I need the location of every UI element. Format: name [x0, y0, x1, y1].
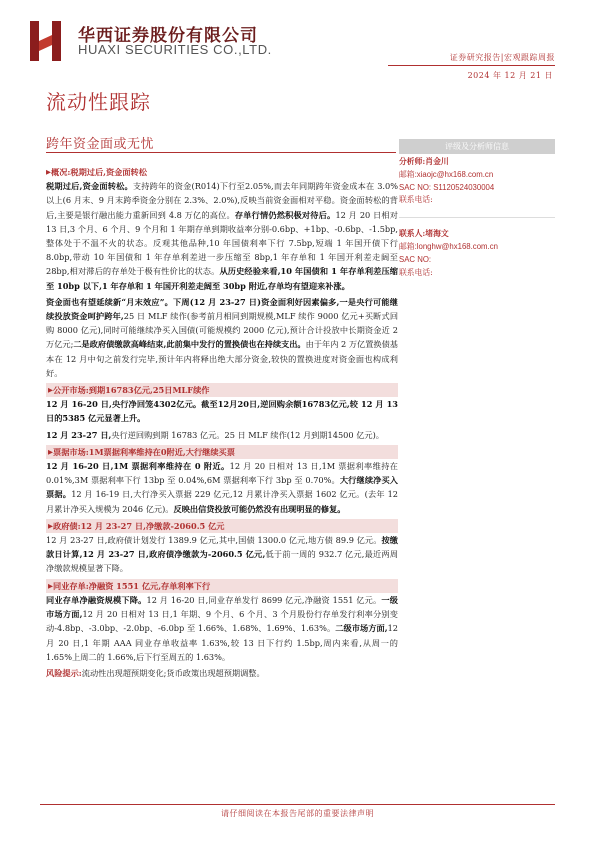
- contact-email[interactable]: longhw@hx168.com.cn: [416, 241, 498, 251]
- overview-paragraph-2: [46, 295, 398, 380]
- text: 12 月 23-27 日,政府债计划发行 1389.9 亿元,其中,国债 1300.0 亿元,地方债 89.9 亿元。: [46, 535, 382, 546]
- footer-divider: [40, 804, 555, 805]
- bold-lead: 12 月 23-27 日,: [46, 429, 112, 440]
- header-divider: [388, 65, 555, 66]
- text: 央行逆回购到期 16783 亿元。25 日 MLF 续作(12 月到期14500 亿元)。: [111, 429, 384, 440]
- section-heading-ncd: ▶ 同业存单:净融资 1551 亿元,存单利率下行: [46, 579, 398, 593]
- page-title: 流动性跟踪: [46, 90, 151, 114]
- bold-lead: 同业存单净融资规模下降。: [46, 594, 147, 605]
- text: 12 月 16-20 日,央行净回笼4302亿元。截至12月20日,逆回购余额16783亿元,较 12 月 13 日的5385 亿元显著上升。: [46, 399, 398, 424]
- contact-phone: 联系电话:: [399, 267, 433, 277]
- risk-label: 风险提示:: [46, 667, 82, 678]
- risk-warning: [46, 666, 398, 680]
- bold-text: 大行继续净买入票据。: [46, 475, 398, 500]
- section-heading-gov-bonds: ▶ 政府债:12 月 23-27 日,净缴款-2060.5 亿元: [46, 519, 398, 533]
- text: 12 月 20 日,1 年期 AAA 同业存单收益率 1.63%,较 13 日下行约 1.5bp,周内来看,从周一的 1.65%上周二的 1.66%,后下行至周五的 1.63%。: [46, 623, 398, 662]
- bold-lead: 12 月 16-20 日,1M 票据利率维持在 0 附近。: [46, 461, 230, 472]
- sidebar-divider: [399, 217, 555, 218]
- text: 12 月 20 日相对 13 日,3 个月、6 个月、9 个月和 1 年期存单到期收益率分别-0.6bp、+1bp、-0.6bp、-1.5bp,整体处于不温不火的状态。反观其他品种,10 年国债利率下行 7.5bp,短端 1 年国开债下行 8.0bp,带动 10 年国债和 1 年存单利差进一步压缩至 8bp,1 年存单和 1 年国开利差走阔至 28bp,相对滞后的存单处于极有性价比的状态。: [46, 209, 398, 277]
- open-market-paragraph-2: [46, 428, 398, 442]
- contact-email-row: [399, 241, 555, 254]
- sidebar-heading: 评级及分析师信息: [399, 139, 555, 154]
- section-heading-bills: ▶ 票据市场:1M票据利率维持在0附近,大行继续买票: [46, 445, 398, 459]
- bold-text: 按缴款日计算,12 月 23-27 日,政府债净缴款为-2060.5 亿元,: [46, 535, 398, 560]
- text: 由于年内 2 万亿置换债基本在 12 月中旬之前发行完毕,预计年内将释出绝大部分资金,较快的置换进度对资金面也构成利好。: [46, 339, 398, 378]
- analyst-email[interactable]: xiaojc@hx168.com.cn: [416, 169, 494, 179]
- report-type: 证券研究报告|宏观跟踪周报: [449, 53, 555, 62]
- contact-name: 联系人:堵海文: [399, 229, 449, 239]
- ncd-paragraph: [46, 593, 398, 664]
- email-label: 邮箱:: [399, 241, 417, 251]
- text: 支持跨年的资金(R014)下行至2.05%,而去年同期跨年资金成本在 3.0%以上(6 月末、9 月末跨季资金分别在 2.3%、2.0%),反映当前资金面相对平稳。资金面转松的背后,主要是银行融出能力重新回到 4.8 万亿的高位。: [46, 181, 398, 220]
- section-heading-overview: ▶ 概况:税期过后,资金面转松: [46, 165, 398, 179]
- bold-lead: 税期过后,资金面转松。: [46, 181, 133, 192]
- bold-text: 存单行情仍然积极对待后。: [234, 209, 336, 220]
- bold-text: 从历史经验来看,10 年国债和 1 年存单利差压缩至 10bp 以下,1 年存单和 1 年国开利差走阔至 30bp 附近,存单均有望迎来补涨。: [46, 266, 398, 291]
- subtitle-divider: [46, 152, 396, 153]
- bold-lead: 资金面也有望延续新“月末效应”。下周(12 月 23-27 日)资金面利好因素偏多,一是央行可能继续投放资金呵护跨年,: [46, 296, 398, 322]
- gov-bonds-paragraph: [46, 533, 398, 576]
- risk-text: 流动性出现超预期变化;货币政策出现超预期调整。: [81, 667, 265, 678]
- bills-paragraph: [46, 459, 398, 516]
- bold-text: 一级市场方面,: [46, 594, 398, 620]
- section-heading-open-market: ▶ 公开市场:到期16783亿元,25日MLF续作: [46, 383, 398, 397]
- text: 低于前一周的 932.7 亿元,最近两周净缴款规模显著下降。: [46, 549, 398, 574]
- text: 12 月 16-20 日,同业存单发行 8699 亿元,净融资 1551 亿元。: [146, 594, 382, 605]
- text: 12 月 16-19 日,大行净买入票据 229 亿元,12 月累计净买入票据 1602 亿元。(去年 12 月累计净买入规模为 2046 亿元)。: [46, 489, 398, 514]
- analyst-sac: SAC NO: S1120524030004: [399, 182, 495, 192]
- text: 25 日 MLF 续作(参考前月相同到期规模,MLF 续作 9000 亿元+买断式回购 8000 亿元),同时可能继续净买入国债(可能规模约 2000 亿元),预计合计投放中长期资金近 2 万亿元;: [46, 311, 399, 350]
- bold-text: 二级市场方面,: [335, 623, 388, 634]
- overview-paragraph-1: [46, 179, 398, 293]
- text: 12 月 20 日相对 13 日,1 年期、9 个月、6 个月、3 个月股份行存单发行利率分别变动-4.8bp、-3.0bp、-2.0bp、-6.0bp 至 1.66%、1.68%、1.69%、1.63%。: [46, 609, 398, 634]
- huaxi-logo-icon: [30, 21, 64, 61]
- email-label: 邮箱:: [399, 169, 417, 179]
- open-market-paragraph-1: [46, 397, 398, 425]
- bold-text: 反映出信贷投放可能仍然没有出现明显的修复。: [173, 503, 346, 514]
- contact-sac: SAC NO:: [399, 254, 432, 264]
- brand-name-cn: 华西证券股份有限公司: [78, 26, 258, 46]
- analyst-phone: 联系电话:: [399, 195, 433, 205]
- analyst-email-row: [399, 169, 555, 182]
- analyst-info: [399, 156, 555, 279]
- page-subtitle: 跨年资金面或无忧: [46, 137, 155, 152]
- report-date: 2024 年 12 月 21 日: [467, 71, 553, 80]
- text: 12 月 20 日相对 13 日,1M 票据利率维持在 0.01%,3M 票据利率下行 13bp 至 0.04%,6M 票据利率下行 3bp 至 0.70%。: [46, 461, 398, 486]
- report-body: [46, 163, 398, 682]
- brand-name-en: HUAXI SECURITIES CO.,LTD.: [78, 42, 272, 57]
- footer-legal-note: 请仔细阅读在本报告尾部的重要法律声明: [221, 809, 374, 818]
- analyst-name: 分析师:肖金川: [399, 157, 449, 166]
- bold-text: 二是政府债缴款高峰结束,此前集中发行的置换债也在持续支出。: [73, 339, 306, 350]
